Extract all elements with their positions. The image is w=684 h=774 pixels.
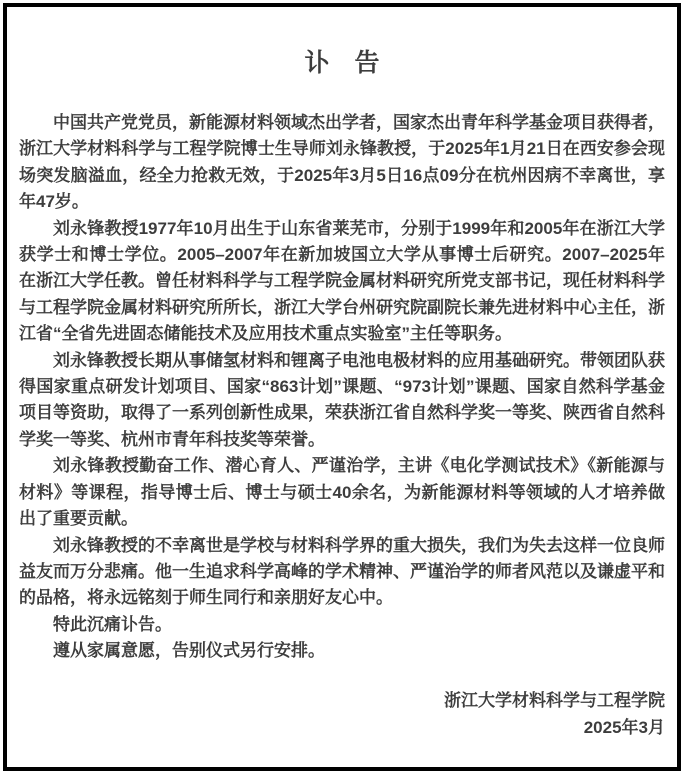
obituary-paragraph-condolence: 刘永锋教授的不幸离世是学校与材料科学界的重大损失，我们为失去这样一位良师益友而万分悲痛。他一生追求科学高峰的学术精神、严谨治学的师者风范以及谦虚平和的品格，将永远铭刻于师生同行和亲朋好友心中。 bbox=[19, 535, 665, 608]
obituary-paragraph-arrangement: 遵从家属意愿，告别仪式另行安排。 bbox=[53, 641, 325, 661]
obituary-body bbox=[19, 110, 665, 665]
page-title: 讣 告 bbox=[304, 49, 380, 77]
signature-date: 2025年3月 bbox=[583, 717, 665, 737]
obituary-content bbox=[7, 7, 677, 741]
signature-organization: 浙江大学材料科学与工程学院 bbox=[444, 690, 665, 710]
obituary-paragraph-research: 刘永锋教授长期从事储氢材料和锂离子电池电极材料的应用基础研究。带领团队获得国家重点研发计划项目、国家“863计划”课题、“973计划”课题、国家自然科学基金项目等资助，取得了一系列创新性成果，荣获浙江省自然科学奖一等奖、陕西省自然科学奖一等奖、杭州市青年科技奖等荣誉。 bbox=[19, 350, 665, 449]
obituary-paragraph-teaching: 刘永锋教授勤奋工作、潜心育人、严谨治学，主讲《电化学测试技术》《新能源与材料》等课程，指导博士后、博士与硕士40余名，为新能源材料等领域的人才培养做出了重要贡献。 bbox=[19, 456, 665, 529]
obituary-paragraph-biography: 刘永锋教授1977年10月出生于山东省莱芜市，分别于1999年和2005年在浙江大学获学士和博士学位。2005–2007年在新加坡国立大学从事博士后研究。2007–2025年在浙江大学任教。曾任材料科学与工程学院金属材料研究所党支部书记，现任材料科学与工程学院金属材料研究所所长，浙江大学台州研究院副院长兼先进材料中心主任，浙江省“全省先进固态储能技术及应用技术重点实验室”主任等职务。 bbox=[19, 218, 665, 344]
obituary-paragraph-intro: 中国共产党党员，新能源材料领域杰出学者，国家杰出青年科学基金项目获得者，浙江大学材料科学与工程学院博士生导师刘永锋教授，于2025年1月21日在西安参会现场突发脑溢血，经全力抢救无效，于2025年3月5日16点09分在杭州因病不幸离世，享年47岁。 bbox=[19, 113, 665, 212]
obituary-page bbox=[3, 3, 681, 771]
obituary-paragraph-notice: 特此沉痛讣告。 bbox=[53, 614, 172, 634]
signature-block bbox=[19, 687, 665, 741]
